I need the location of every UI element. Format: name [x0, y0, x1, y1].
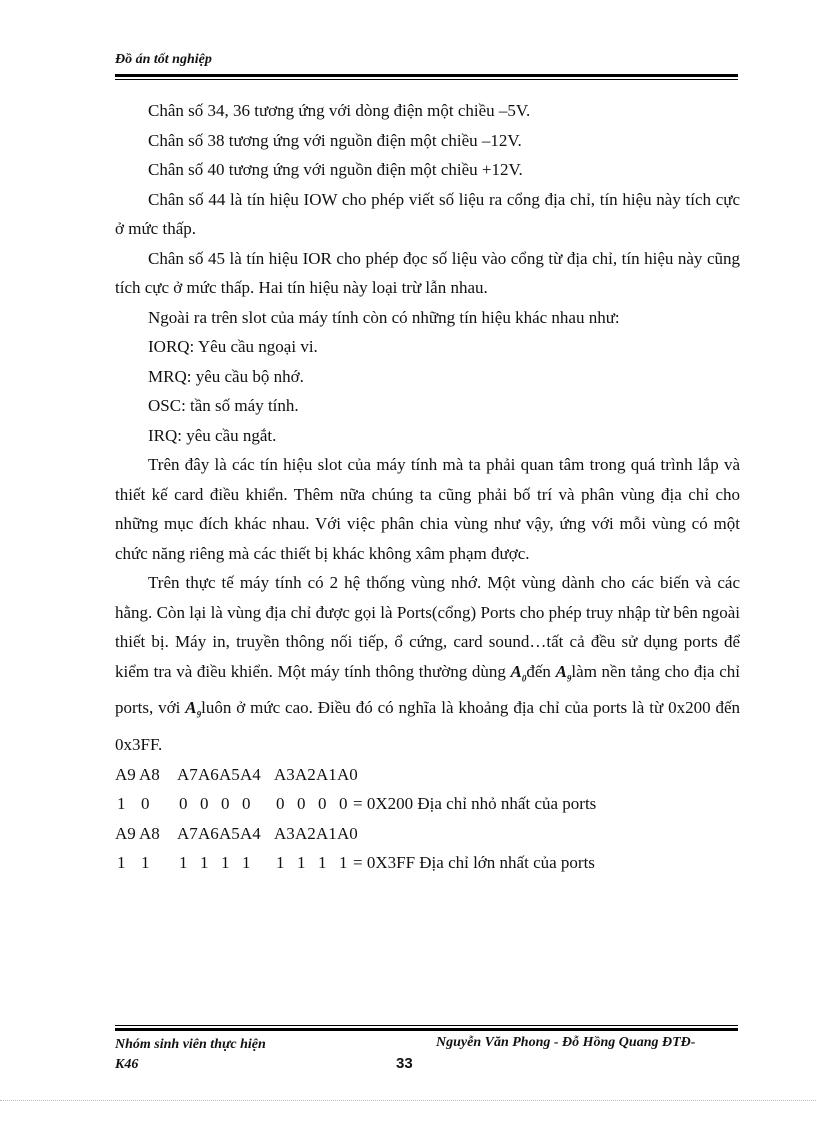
bit-value: 1: [141, 853, 150, 873]
bit-description: = 0X3FF Địa chỉ lớn nhất của ports: [353, 853, 595, 873]
bit-value: 0: [339, 794, 348, 814]
footer-rule-thick: [115, 1028, 738, 1031]
bit-header: A1: [316, 764, 337, 784]
paragraph-text: đến: [526, 661, 551, 681]
paragraph: Chân số 45 là tín hiệu IOR cho phép đọc số liệu vào cổng từ địa chỉ, tín hiệu này cũng tích cực ở mức thấp. Hai tín hiệu này loại trừ lẫn nhau.: [115, 248, 740, 297]
bit-row-min: [115, 789, 740, 819]
bit-header: A2: [295, 764, 316, 784]
bit-header: A9: [115, 764, 136, 784]
bit-header: A4: [240, 823, 261, 843]
bit-header: A6: [198, 823, 219, 843]
bit-header: A8: [139, 764, 160, 784]
bit-header: A4: [240, 764, 261, 784]
bit-value: 1: [221, 853, 230, 873]
bit-header: A0: [337, 764, 358, 784]
footer-group-line1: Nhóm sinh viên thực hiện: [115, 1037, 266, 1052]
bit-value: 1: [339, 853, 348, 873]
bit-value: 1: [297, 853, 306, 873]
paragraph-text: Trên thực tế máy tính có 2 hệ thống vùng nhớ. Một vùng dành cho các biến và các hằng. Còn lại là vùng địa chỉ được gọi là Ports(cổng) Ports cho phép truy nhập từ bên ngoài thiết bị. Máy in, truyền thông nối tiếp, ổ cứng, card sound…tất cả đều sử dụng ports để kiểm tra và điều khiển. Một máy tính thông thường dùng: [115, 573, 740, 681]
footer-rule-thin: [115, 1025, 738, 1026]
bit-header: A0: [337, 823, 358, 843]
bit-header: A6: [198, 764, 219, 784]
signal-item: IRQ: yêu cầu ngắt.: [148, 425, 277, 445]
bit-value: 0: [179, 794, 188, 814]
bit-value: 1: [117, 853, 126, 873]
paragraph: Chân số 38 tương ứng với nguồn điện một chiều –12V.: [148, 130, 522, 150]
bit-value: 0: [221, 794, 230, 814]
bit-header: A7: [177, 823, 198, 843]
bit-value: 1: [200, 853, 209, 873]
document-header-title: Đồ án tốt nghiệp: [115, 52, 212, 67]
bit-header: A9: [115, 823, 136, 843]
paragraph: Trên đây là các tín hiệu slot của máy tính mà ta phải quan tâm trong quá trình lắp và thiết kế card điều khiển. Thêm nữa chúng ta cũng phải bố trí và phân vùng địa chỉ cho những mục đích khác nhau. Với việc phân chia vùng như vậy, ứng với mỗi vùng có một chức năng riêng mà các thiết bị khác không xâm phạm được.: [115, 455, 740, 563]
paragraph-text: làm nền tảng cho địa chỉ ports, với: [115, 661, 741, 718]
signal-item: OSC: tần số máy tính.: [148, 396, 299, 415]
footer-group-line2: K46: [115, 1057, 139, 1072]
bit-header: A7: [177, 764, 198, 784]
a9-symbol: $A_9$: [555, 661, 572, 683]
bit-header: A5: [219, 823, 240, 843]
paragraph-ports: [115, 568, 740, 760]
footer-authors: Nguyễn Văn Phong - Đỗ Hồng Quang ĐTĐ-: [436, 1035, 696, 1050]
bit-value: 0: [141, 794, 150, 814]
bit-header: A2: [295, 823, 316, 843]
bit-row-max: [115, 848, 740, 878]
footer-group: [115, 1035, 266, 1075]
bit-value: 0: [242, 794, 251, 814]
header-rule-thin: [115, 79, 738, 80]
bit-header: A8: [139, 823, 160, 843]
a9-symbol: $A_9$: [185, 698, 202, 720]
bit-value: 1: [318, 853, 327, 873]
bit-description: = 0X200 Địa chỉ nhỏ nhất của ports: [353, 794, 597, 814]
bit-value: 1: [276, 853, 285, 873]
bit-value: 1: [242, 853, 251, 873]
paragraph: Chân số 44 là tín hiệu IOW cho phép viết số liệu ra cổng địa chỉ, tín hiệu này tích cực ở mức thấp.: [115, 189, 740, 238]
bit-value: 0: [318, 794, 327, 814]
bit-header: A3: [274, 823, 295, 843]
paragraph: Ngoài ra trên slot của máy tính còn có những tín hiệu khác nhau như:: [148, 307, 620, 327]
bit-value: 1: [117, 794, 126, 814]
signal-item: IORQ: Yêu cầu ngoại vi.: [148, 337, 318, 356]
bit-header: A3: [274, 764, 295, 784]
paragraph-text: luôn ở mức cao. Điều đó có nghĩa là khoảng địa chỉ của ports là từ 0x200 đến 0x3FF.: [115, 698, 741, 755]
bit-value: 0: [297, 794, 306, 814]
bit-header: A1: [316, 823, 337, 843]
paragraph: Chân số 34, 36 tương ứng với dòng điện một chiều –5V.: [148, 101, 531, 120]
page-bottom-border: [0, 1100, 816, 1101]
bit-header-row: [115, 819, 740, 849]
bit-value: 0: [276, 794, 285, 814]
bit-value: 1: [179, 853, 188, 873]
signal-item: MRQ: yêu cầu bộ nhớ.: [148, 366, 304, 386]
page-body: [115, 96, 740, 878]
header-rule-thick: [115, 74, 738, 77]
bit-header-row: [115, 760, 740, 790]
bit-header: A5: [219, 764, 240, 784]
paragraph: Chân số 40 tương ứng với nguồn điện một chiều +12V.: [148, 160, 523, 179]
page-number: 33: [396, 1055, 413, 1072]
bit-value: 0: [200, 794, 209, 814]
a0-symbol: $A_0$: [510, 661, 527, 683]
